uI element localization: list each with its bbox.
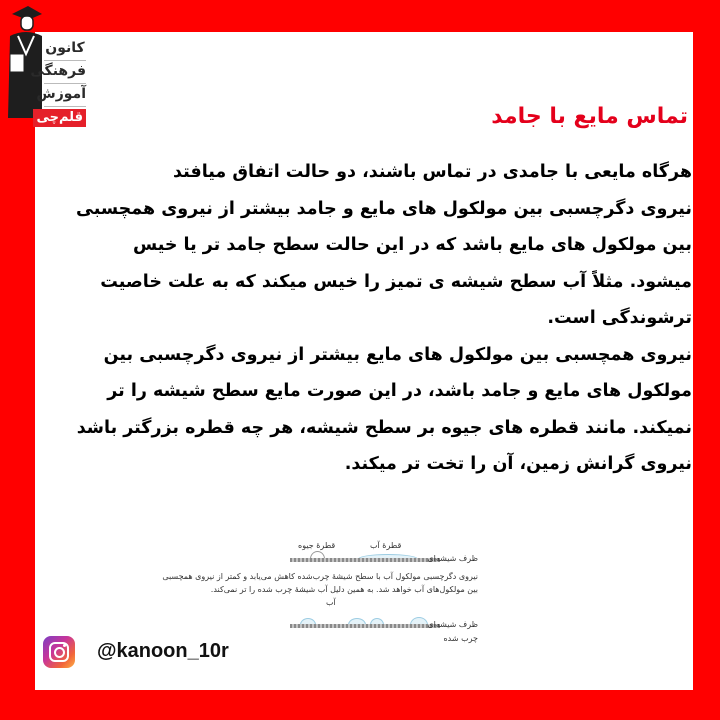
instagram-icon[interactable] bbox=[43, 636, 75, 668]
logo-word: کانون bbox=[44, 38, 86, 61]
glass-surface bbox=[290, 558, 440, 562]
text-line: مولکول های مایع و جامد باشد، در این صورت مایع سطح شیشه را تر bbox=[107, 381, 692, 401]
logo-badge: قلم‌چی bbox=[33, 109, 86, 127]
instagram-handle[interactable]: @kanoon_10r bbox=[97, 640, 229, 662]
glass-label: ظرف شیشه‌ای bbox=[427, 554, 478, 563]
logo-word: آموزش bbox=[44, 84, 86, 107]
text-line: ترشوندگی است. bbox=[547, 308, 692, 328]
greased-label: چرب شده bbox=[443, 634, 478, 643]
droplet-diagram bbox=[162, 538, 478, 650]
text-line: نیروی گرانش زمین، آن را تخت تر میکند. bbox=[344, 454, 692, 474]
text-line: هرگاه مایعی با جامدی در تماس باشند، دو حالت اتفاق میافتد bbox=[172, 162, 692, 182]
logo-word: فرهنگی bbox=[44, 61, 86, 84]
mercury-drop-label: قطرهٔ جیوه bbox=[298, 541, 336, 550]
water-label: آب bbox=[326, 598, 336, 607]
text-line: نمیکند. مانند قطره های جیوه بر سطح شیشه، هر چه قطره بزرگتر باشد bbox=[76, 417, 692, 438]
logo-wordmark bbox=[30, 38, 86, 128]
diagram-caption: نیروی دگرچسبی مولکول آب با سطح شیشهٔ چرب‌شده کاهش می‌یابد و کمتر از نیروی همچسبی bbox=[162, 572, 478, 581]
text-line: نیروی همچسبی بین مولکول های مایع بیشتر از نیروی دگرچسبی بین bbox=[103, 344, 692, 365]
water-drop-label: قطرهٔ آب bbox=[370, 541, 402, 550]
text-line: نیروی دگرچسبی بین مولکول های مایع و جامد بیشتر از نیروی همچسبی bbox=[76, 198, 692, 219]
diagram-caption: بین مولکول‌های آب خواهد شد. به همین دلیل آب شیشهٔ چرب شده را تر نمی‌کند. bbox=[210, 585, 478, 594]
kanoon-logo bbox=[0, 0, 125, 125]
page-title: تماس مایع با جامد bbox=[491, 104, 688, 129]
text-line: میشود. مثلاً آب سطح شیشه ی تمیز را خیس میکند که به علت خاصیت bbox=[100, 271, 692, 292]
glass-label: ظرف شیشه‌ای bbox=[427, 620, 478, 629]
greased-glass-surface bbox=[290, 624, 440, 628]
body-paragraphs bbox=[60, 154, 692, 483]
text-line: بین مولکول های مایع باشد که در این حالت سطح جامد تر یا خیس bbox=[132, 235, 692, 255]
